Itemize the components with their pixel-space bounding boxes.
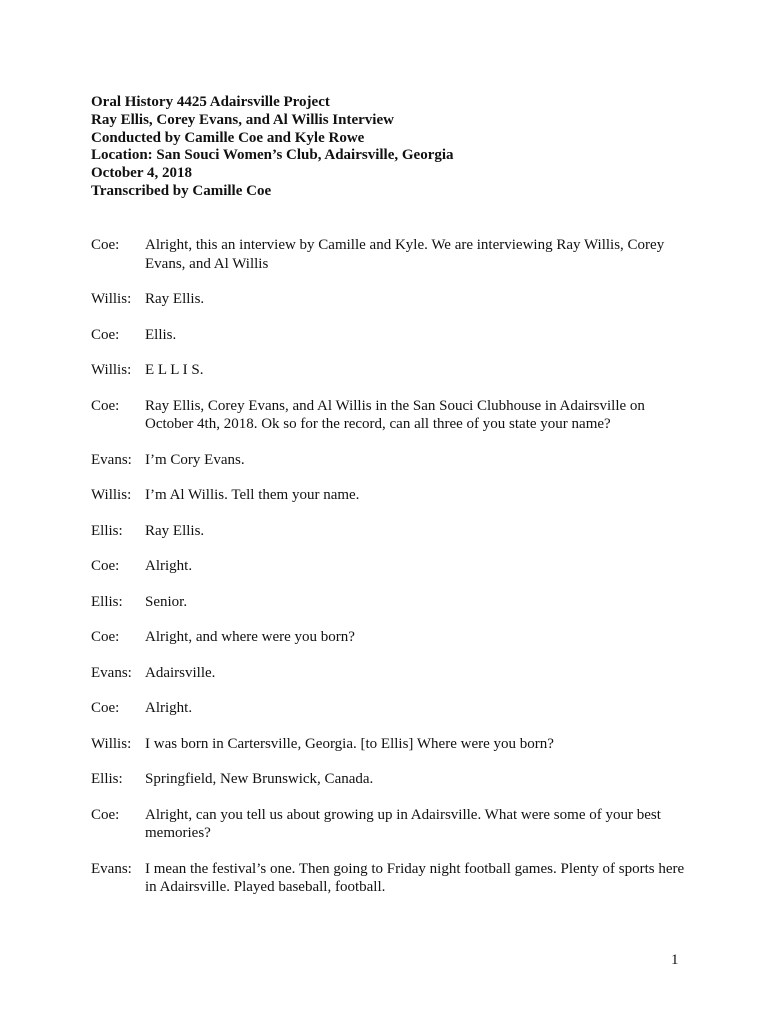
transcript-turn [91,451,691,470]
header-conductors: Conducted by Camille Coe and Kyle Rowe [91,129,365,146]
utterance-text: Alright. [145,700,193,716]
speaker-label: Coe: [91,558,120,574]
speaker-label: Coe: [91,397,120,414]
speaker-label: Coe: [91,237,120,253]
transcript-turn [91,361,691,380]
transcript-turn [91,397,691,434]
utterance-text: Springfield, New Brunswick, Canada. [145,771,374,787]
transcript-turn [91,628,691,647]
transcript-turn [91,699,691,718]
speaker-label: Coe: [91,700,120,716]
transcript-turn [91,770,691,789]
utterance-text: I mean the festival’s one. Then going to Friday night football games. Plenty of sports here in Adairsville. Played baseball, football. [145,860,685,895]
transcript-turn [91,593,691,612]
speaker-label: Evans: [91,664,132,681]
transcript-turn [91,326,691,345]
speaker-label: Ellis: [91,522,123,539]
document-header [91,94,691,201]
transcript-turn [91,664,691,683]
speaker-label: Ellis: [91,593,123,610]
transcript-turn [91,557,691,576]
transcript-turn [91,860,691,897]
speaker-label: Willis: [91,487,132,503]
speaker-label: Coe: [91,629,120,645]
header-location: Location: San Souci Women’s Club, Adairsville, Georgia [91,147,454,164]
header-interviewees: Ray Ellis, Corey Evans, and Al Willis Interview [91,111,394,128]
speaker-label: Willis: [91,291,132,307]
utterance-text: Alright, can you tell us about growing up in Adairsville. What were some of your best memories? [145,806,661,841]
utterance-text: Adairsville. [145,664,216,681]
speaker-label: Willis: [91,362,132,378]
transcript-turn [91,806,691,843]
utterance-text: I’m Cory Evans. [145,451,245,468]
header-date: October 4, 2018 [91,165,192,182]
speaker-label: Coe: [91,806,120,823]
speaker-label: Ellis: [91,771,123,787]
utterance-text: Ray Ellis, Corey Evans, and Al Willis in the San Souci Clubhouse in Adairsville on October 4th, 2018. Ok so for the record, can all three of you state your name? [145,397,645,432]
utterance-text: Alright, and where were you born? [145,629,355,645]
speaker-label: Coe: [91,326,120,343]
speaker-label: Willis: [91,735,132,752]
utterance-text: I’m Al Willis. Tell them your name. [145,487,360,503]
utterance-text: Ray Ellis. [145,522,205,539]
utterance-text: Senior. [145,593,188,610]
header-title: Oral History 4425 Adairsville Project [91,94,330,110]
transcript-turn [91,236,691,273]
utterance-text: I was born in Cartersville, Georgia. [to Ellis] Where were you born? [145,735,554,752]
transcript-turn [91,290,691,309]
utterance-text: Ellis. [145,326,177,343]
utterance-text: E L L I S. [145,362,204,378]
transcript [91,236,691,914]
page-number: 1 [671,952,679,968]
header-transcriber: Transcribed by Camille Coe [91,182,272,199]
utterance-text: Alright, this an interview by Camille and Kyle. We are interviewing Ray Willis, Corey Evans, and Al Willis [145,237,665,272]
utterance-text: Ray Ellis. [145,291,205,307]
utterance-text: Alright. [145,558,193,574]
speaker-label: Evans: [91,451,132,468]
speaker-label: Evans: [91,860,132,877]
transcript-turn [91,522,691,541]
transcript-turn [91,486,691,505]
transcript-turn [91,735,691,754]
